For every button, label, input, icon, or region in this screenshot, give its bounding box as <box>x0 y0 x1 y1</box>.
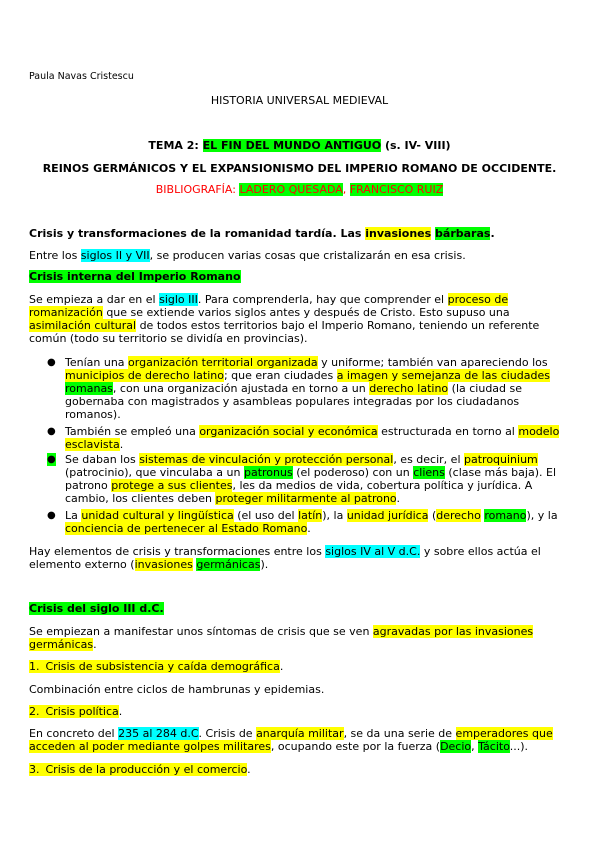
paragraph-intro: Entre los siglos II y VII, se producen varias cosas que cristalizarán en esa crisis. <box>29 249 466 262</box>
bullet-icon: ● <box>47 426 56 437</box>
section-heading-interna: Crisis interna del Imperio Romano <box>29 270 241 283</box>
tema-title: TEMA 2: EL FIN DEL MUNDO ANTIGUO (s. IV- VIII) <box>148 139 451 152</box>
bullet-icon: ● <box>47 454 56 465</box>
numbered-item-1: 1. Crisis de subsistencia y caída demográfica. <box>29 660 284 673</box>
numbered-item-2: 2. Crisis política. <box>29 705 123 718</box>
subtitle: REINOS GERMÁNICOS Y EL EXPANSIONISMO DEL IMPERIO ROMANO DE OCCIDENTE. <box>42 162 557 175</box>
bibliography: BIBLIOGRAFÍA: LADERO QUESADA, FRANCISCO RUIZ <box>155 183 444 196</box>
document-page: Paula Navas Cristescu HISTORIA UNIVERSAL MEDIEVAL TEMA 2: EL FIN DEL MUNDO ANTIGUO (s. IV- VIII) REINOS GERMÁNICOS Y EL EXPANSIONISMO DEL IMPERIO ROMANO DE OCCIDENTE. BIBLIOGRAFÍA: LADERO QUESADA, FRANCISCO RUIZ Crisis y transformaciones de la romanidad tardía. Las invasiones bárbaras. Entre los siglos II y VII, se producen varias cosas que cristalizarán en esa crisis. Crisis interna del Imperio Romano Se empieza a dar en el siglo III. Para comprenderla, hay que comprender el proceso de romanización que se extiende varios siglos antes y después de Cristo. Esto supuso una asimilación cultural de todos estos territorios bajo el Imperio Romano, teniendo un referente común (todo su territorio se dividía en provincias). ● Tenían una organización territorial organizada y uniforme; también van apareciendo los municipios de derecho latino; que eran ciudades a imagen y semejanza de las ciudades romanas, con una organización ajustada en torno a un derecho latino (la ciudad se gobernaba con magistrados y asambleas populares integradas por los ciudadanos romanos). ● También se empleó una organización social y económica estructurada en torno al modelo esclavista. ● Se daban los sistemas de vinculación y protección personal, es decir, el patroquinium (patrocinio), que vinculaba a un patronus (el poderoso) con un cliens (clase más baja). El patrono protege a sus clientes, les da medios de vida, cobertura política y jurídica. A cambio, los clientes deben proteger militarmente al patrono. ● La unidad cultural y lingüística (el uso del latín), la unidad jurídica (derecho romano), y la conciencia de pertenecer al Estado Romano. Hay elementos de crisis y transformaciones entre los siglos IV al V d.C. y sobre ellos actúa el elemento externo (invasiones germánicas). Crisis del siglo III d.C. Se empiezan a manifestar unos síntomas de crisis que se ven agravadas por las invasiones germánicas. 1. Crisis de subsistencia y caída demográfica. Combinación entre ciclos de hambrunas y epidemias. 2. Crisis política. En concreto del 235 al 284 d.C. Crisis de anarquía militar, se da una serie de emperadores que acceden al poder mediante golpes militares, ocupando este por la fuerza (Decio, Tácito...). 3. Crisis de la producción y el comercio. <box>0 0 599 848</box>
section-heading-crisis: Crisis y transformaciones de la romanidad tardía. Las invasiones bárbaras. <box>29 227 495 240</box>
bullet-icon: ● <box>47 510 56 521</box>
course-title: HISTORIA UNIVERSAL MEDIEVAL <box>210 94 389 107</box>
bullet-icon: ● <box>47 357 56 368</box>
numbered-item-3: 3. Crisis de la producción y el comercio. <box>29 763 251 776</box>
author-name: Paula Navas Cristescu <box>29 71 134 82</box>
paragraph-hambrunas: Combinación entre ciclos de hambrunas y epidemias. <box>29 683 325 696</box>
section-heading-siglo-iii: Crisis del siglo III d.C. <box>29 602 164 615</box>
